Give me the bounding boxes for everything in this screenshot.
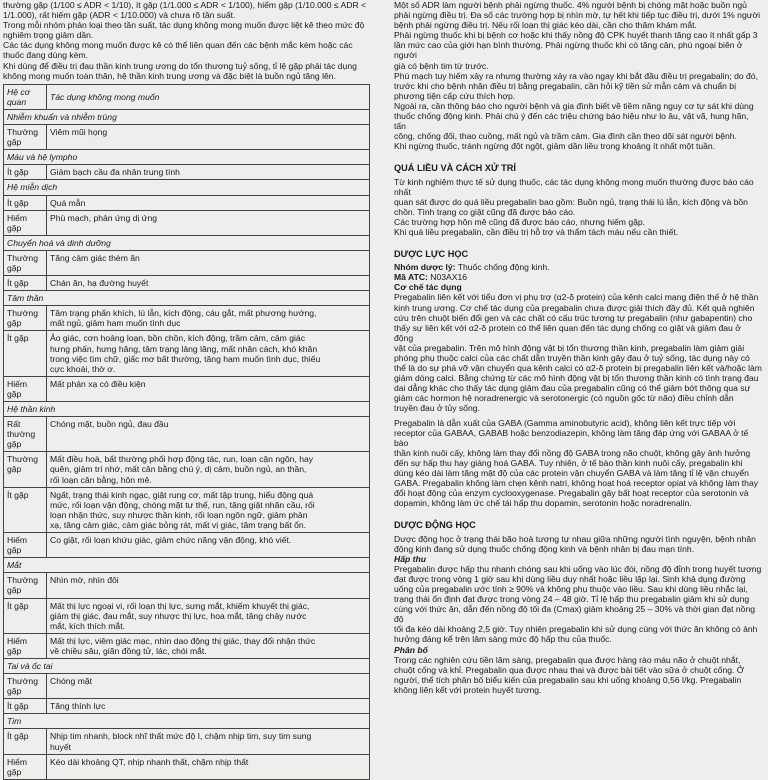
section-title: Hệ miễn dịch [4, 180, 370, 195]
frequency-cell: Ít gặp [4, 331, 47, 376]
section-title: Nhiễm khuẩn và nhiễm trùng [4, 109, 370, 124]
effect-cell: Nhịp tim nhanh, block nhĩ thất mức độ I, chậm nhịp tim, suy tim sung huyết [47, 729, 370, 754]
frequency-cell: Ít gặp [4, 195, 47, 210]
frequency-cell: Ít gặp [4, 276, 47, 291]
effect-cell: Chóng mặt [47, 674, 370, 699]
effect-cell: Tăng thính lực [47, 699, 370, 714]
effect-cell: Nhìn mờ, nhìn đôi [47, 573, 370, 598]
table-row [4, 729, 370, 754]
effect-cell: Chán ăn, hạ đường huyết [47, 276, 370, 291]
angioedema-paragraph: Phù mạch tuy hiếm xảy ra nhưng thường xảy ra vào ngay khi bắt đầu điều trị pregabalin; do đó, trước khi cho bệnh nhân điều trị bằng pregabalin, cần hỏi kỹ tiền sử mẫn cảm và chuẩn bị phương tiện cấp cứu thích hợp. [394, 70, 758, 101]
table-section-row [4, 150, 370, 165]
table-row [4, 331, 370, 376]
table-section-row [4, 109, 370, 124]
table-row [4, 195, 370, 210]
table-row [4, 598, 370, 633]
section-title: Máu và hệ lympho [4, 150, 370, 165]
table-section-row [4, 658, 370, 673]
atc-code-value: N03AX16 [430, 272, 468, 283]
table-row [4, 533, 370, 558]
table-row [4, 573, 370, 598]
effect-cell: Chóng mặt, buồn ngủ, đau đầu [47, 417, 370, 452]
intro-severity-order: Trong mỗi nhóm phản loại theo tần suất, tác dụng không mong muốn được liệt kê theo mức độ nghiêm trọng giảm dần. [3, 20, 365, 41]
drug-group-line [394, 262, 762, 272]
intro-spinal-cord-note: Khi dùng để điều trị đau thần kinh trung ương do tổn thương tuỷ sống, tỉ lệ gặp phải tác dụng không mong muốn toàn thân, hệ thần kinh trung ương và đặc biệt là buồn ngủ tăng lên. [3, 60, 357, 81]
effect-cell: Mất thị lực ngoại vi, rối loạn thị lực, sưng mắt, khiếm khuyết thị giác, giảm thị giác, đau mắt, suy nhược thị lực, hoa mắt, tăng chảy nước mắt, kích thích mắt. [47, 598, 370, 633]
frequency-cell: Thường gặp [4, 674, 47, 699]
drug-group-value: Thuốc chống động kinh. [457, 262, 550, 273]
effect-cell: Mất điều hoà, bất thường phối hợp động tác, run, loạn cận ngôn, hay quên, giảm trí nhớ, mất cân bằng chú ý, dị cảm, buồn ngủ, an thần, rối loạn cân bằng, hôn mê. [47, 452, 370, 487]
effect-cell: Quá mẫn [47, 195, 370, 210]
effect-cell: Phù mạch, phản ứng dị ứng [47, 210, 370, 235]
effect-cell: Viêm mũi họng [47, 125, 370, 150]
table-row [4, 306, 370, 331]
atc-code-label: Mã ATC: [394, 272, 428, 283]
frequency-cell: Ít gặp [4, 165, 47, 180]
table-row [4, 250, 370, 275]
header-adverse-effect: Tác dụng không mong muốn [47, 84, 370, 109]
drug-group-label: Nhóm dược lý: [394, 262, 456, 273]
frequency-cell: Hiếm gặp [4, 754, 47, 779]
suicide-risk-paragraph: Ngoài ra, cần thông báo cho người bệnh và gia đình biết về tiềm năng nguy cơ tự sát khi dùng thuốc chống động kinh. Phải chú ý đến các triệu chứng báo hiệu như lo âu, vật vã, hung hãn, tấn công, chống đối, thao cuồng, mất ngủ và trầm cảm. Gia đình cần theo dõi sát người bệnh. [394, 100, 754, 142]
distribution-heading: Phân bố [394, 644, 428, 655]
table-row [4, 165, 370, 180]
distribution-paragraph: Trong các nghiên cứu tiền lâm sàng, pregabalin qua được hàng rào máu não ở chuột nhắt, chuột cống và khỉ. Pregabalin qua được nhau thai và được bài tiết vào sữa ở chuột cống. Ở người, thể tích phân bố biểu kiến của pregabalin sau khi uống khoảng 0,56 l/kg. Pregabalin không liên kết với protein huyết tương. [394, 654, 745, 695]
section-title: Tâm thần [4, 291, 370, 306]
section-title: Tim [4, 714, 370, 729]
frequency-cell: Ít gặp [4, 487, 47, 532]
header-organ-system: Hệ cơ quan [4, 84, 47, 109]
overdose-paragraph: Từ kinh nghiệm thực tế sử dụng thuốc, các tác dụng không mong muốn thường được báo cáo nhất quan sát được do quá liều pregabalin bao gồm: Buồn ngủ, trạng thái lú lẫn, kích động và bồn chồn. Tình trạng co giật cũng đã được báo cáo. [394, 176, 754, 217]
adverse-effects-table [3, 84, 370, 780]
atc-code-line [394, 272, 762, 282]
table-row [4, 699, 370, 714]
frequency-cell: Ít gặp [4, 598, 47, 633]
table-row [4, 125, 370, 150]
pharmacokinetics-heading: DƯỢC ĐỘNG HỌC [394, 520, 476, 531]
table-row [4, 210, 370, 235]
table-row [4, 452, 370, 487]
effect-cell: Mất thị lực, viêm giác mạc, nhìn dao động thị giác, thay đổi nhận thức về chiều sâu, giãn đồng tử, lác, chói mắt. [47, 633, 370, 658]
frequency-cell: Thường gặp [4, 250, 47, 275]
mechanism-heading: Cơ chế tác dụng [394, 282, 462, 293]
table-section-row [4, 235, 370, 250]
effect-cell: Giảm bạch cầu đa nhân trung tính [47, 165, 370, 180]
effect-cell: Tâm trạng phấn khích, lú lẫn, kích động, cáu gắt, mất phương hướng, mất ngủ, giảm ham muốn tình dục [47, 306, 370, 331]
table-row [4, 376, 370, 401]
absorption-heading: Hấp thu [394, 553, 426, 564]
taper-paragraph: Khi ngừng thuốc, tránh ngừng đột ngột, giảm dần liều trong khoảng ít nhất một tuần. [394, 141, 716, 152]
overdose-treatment-paragraph: Khi quá liều pregabalin, cần điều trị hỗ trợ và thẩm tách máu nếu cần thiết. [394, 226, 679, 237]
right-column [394, 0, 762, 695]
table-row [4, 754, 370, 779]
absorption-paragraph: Pregabalin được hấp thu nhanh chóng sau khi uống vào lúc đói, nồng độ đỉnh trong huyết tương đạt được trong vòng 1 giờ sau khi dùng liều duy nhất hoặc liều lặp lại. Sinh khả dụng đường uống của pregabalin ước tính ≥ 90% và không phụ thuộc vào liều. Sau khi dùng liều nhắc lại, trạng thái ổn định đạt được trong vòng 24 – 48 giờ. Tỉ lệ hấp thu pregabalin giảm khi sử dụng cùng với thức ăn, dẫn đến nồng độ tối đa (Cmax) giảm khoảng 25 – 30% và thời gian đạt nồng độ tối đa kéo dài khoảng 2,5 giờ. Tuy nhiên pregabalin khi sử dụng cùng với thức ăn không có ảnh hưởng đáng kể trên lâm sàng mức độ hấp thu của thuốc. [394, 563, 762, 645]
effect-cell: Kéo dài khoảng QT, nhịp nhanh thất, chậm nhịp thất [47, 754, 370, 779]
intro-comorbidity-note: Các tác dụng không mong muốn được kê có thể liên quan đến các bệnh mắc kèm hoặc các thuốc đang dùng kèm. [3, 40, 353, 61]
frequency-cell: Hiếm gặp [4, 376, 47, 401]
left-column [3, 0, 373, 780]
pharmacokinetics-intro: Dược động học ở trạng thái bão hoà tương tự nhau giữa những người tình nguyện, bệnh nhân động kinh đang sử dụng thuốc chống động kinh và bệnh nhân bị đau mạn tính. [394, 533, 756, 554]
mechanism-paragraph-2: Pregabalin là dẫn xuất của GABA (Gamma aminobutyric acid), không liên kết trực tiếp với receptor của GABAA, GABAB hoặc benzodiazepin, không làm tăng đáp ứng với GABAA ở tế bào thần kinh nuôi cấy, không làm thay đổi nồng độ GABA trong não chuột, không gây ảnh hưởng đến sự hấp thu hay giáng hoá GABA. Tuy nhiên, ở tế bào thần kinh nuôi cấy, pregabalin khi dùng kéo dài làm tăng mật độ của các protein vận chuyển GABA và làm tăng tỉ lệ vận chuyển GABA. Pregabalin không làm chẹn kênh natri, không hoạt hoá receptor opiat và không làm thay đổi hoạt động của enzym cyclooxygenase. Pregabalin gây bất hoạt receptor của serotonin và dopamin, không làm ức chế tái hấp thu dopamin, serotonin hoặc noradrenalin. [394, 417, 759, 509]
frequency-cell: Hiếm gặp [4, 633, 47, 658]
effect-cell: Tăng cảm giác thèm ăn [47, 250, 370, 275]
effect-cell: Co giật, rối loạn khứu giác, giảm chức năng vận động, khó viết. [47, 533, 370, 558]
table-header-row [4, 84, 370, 109]
table-section-row [4, 180, 370, 195]
overdose-heading: QUÁ LIỀU VÀ CÁCH XỬ TRÍ [394, 163, 516, 174]
frequency-cell: Ít gặp [4, 729, 47, 754]
section-title: Mắt [4, 558, 370, 573]
frequency-cell: Thường gặp [4, 573, 47, 598]
overdose-coma-paragraph: Các trường hợp hôn mê cũng đã được báo cáo, nhưng hiếm gặp. [394, 216, 646, 227]
frequency-cell: Ít gặp [4, 699, 47, 714]
table-section-row [4, 558, 370, 573]
adverse-effects-table-body [4, 109, 370, 779]
table-row [4, 276, 370, 291]
table-row [4, 674, 370, 699]
frequency-cell: Hiếm gặp [4, 210, 47, 235]
table-row [4, 487, 370, 532]
table-row [4, 633, 370, 658]
effect-cell: Ngất, trạng thái kinh ngạc, giật rung cơ, mất tập trung, hiểu động quá mức, rối loạn vận động, chóng mặt tư thế, run, tăng giật nhãn cầu, rối loạn nhận thức, suy nhược thần kinh, rối loạn ngôn ngữ, giảm phản xạ, tăng cảm giác, cảm giác bỏng rát, mất vị giác, tăm trạng bất ổn. [47, 487, 370, 532]
frequency-cell: Rất thường gặp [4, 417, 47, 452]
section-title: Tai và ốc tai [4, 658, 370, 673]
mechanism-paragraph-1: Pregabalin liên kết với tiểu đơn vị phụ trợ (α2-δ protein) của kênh calci mang điện thế ở hệ thần kinh trung ương. Cơ chế tác dụng của pregabalin chưa được giải thích đầy đủ. Kết quả nghiên cứu trên chuột biến đổi gen và các chất có cấu trúc tương tự pregabalin (như gabapentin) cho thấy sự liên kết với α2-δ protein có thể liên quan đến tác dụng chống co giật và giảm đau ở động vật của pregabalin. Trên mô hình động vật bị tổn thương thần kinh, pregabalin làm giảm giải phóng phụ thuộc calci của các chất dẫn truyền thần kinh gây đau ở tuỷ sống, tác dụng này có thể là do sự phá vỡ vận chuyển qua kênh calci có α2-δ protein bị pregabalin liên kết và/hoặc làm giảm dòng calci. Bằng chứng từ các mô hình động vật bị tổn thương thần kinh có tình trạng đau dai dẳng khác cho thấy tác dụng giảm đau của pregabalin cũng có thể giảm bớt thông qua sự giảm các hormon hệ noradrenergic và serotonergic (có nguồn gốc từ não) điều chỉnh dẫn truyền đau ở tủy sống. [394, 292, 762, 414]
frequency-cell: Thường gặp [4, 306, 47, 331]
table-row [4, 417, 370, 452]
pharmacodynamics-heading: DƯỢC LỰC HỌC [394, 249, 469, 260]
effect-cell: Ảo giác, cơn hoảng loạn, bồn chồn, kích động, trầm cảm, cảm giác hưng phấn, hưng hăng, tâm trạng lảng lăng, mất nhân cách, khó khăn trong việc tìm chữ, giấc mơ bất thường, tăng ham muốn tình dục, thiếu cực khoái, thờ ơ. [47, 331, 370, 376]
section-title: Hệ thần kinh [4, 402, 370, 417]
frequency-cell: Thường gặp [4, 452, 47, 487]
stop-drug-cpk-paragraph: Phải ngừng thuốc khi bị bệnh cơ hoặc khi thấy nồng độ CPK huyết thanh tăng cao ít nhất gấp 3 lần mức cao của giới hạn bình thường. Phải ngừng thuốc khi có tăng cân, phù ngoại biên ở người già có bệnh tim từ trước. [394, 30, 758, 71]
intro-frequency-definitions: thường gặp (1/100 ≤ ADR < 1/10), ít gặp (1/1.000 ≤ ADR < 1/100), hiếm gặp (1/10.000 ≤ ADR < 1/1.000), rất hiếm gặp (ADR < 1/10.000) và chưa rõ tần suất. [3, 0, 367, 21]
table-section-row [4, 291, 370, 306]
frequency-cell: Hiếm gặp [4, 533, 47, 558]
stop-drug-adr-paragraph: Một số ADR làm người bệnh phải ngừng thuốc. 4% người bệnh bị chóng mặt hoặc buồn ngủ phải ngừng điều trị. Đa số các trường hợp bị nhìn mờ, tự hết khi tiếp tục điều trị, dưới 1% người bệnh phải ngừng điều trị. Nếu rối loạn thị giác kéo dài, cần cho thăm khám mắt. [394, 0, 761, 31]
section-title: Chuyển hoá và dinh dưỡng [4, 235, 370, 250]
table-section-row [4, 402, 370, 417]
frequency-cell: Thường gặp [4, 125, 47, 150]
table-section-row [4, 714, 370, 729]
effect-cell: Mất phản xạ có điều kiện [47, 376, 370, 401]
